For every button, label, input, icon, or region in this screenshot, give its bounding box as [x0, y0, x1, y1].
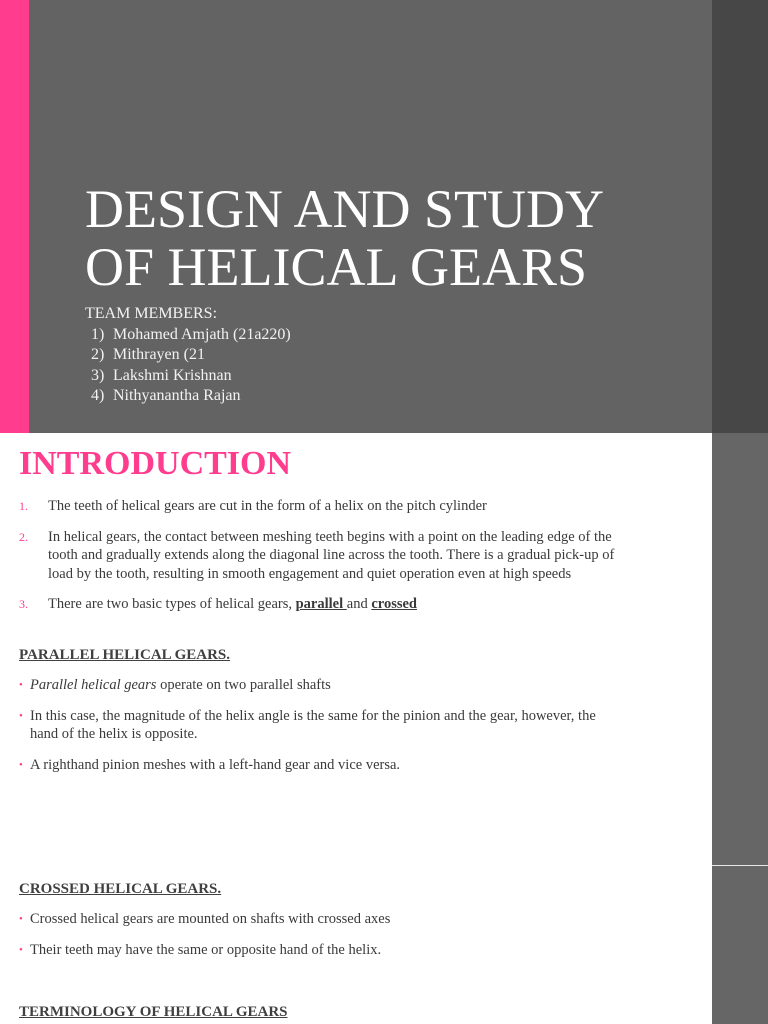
- list-number: 1.: [19, 499, 28, 513]
- team-members: [85, 304, 291, 407]
- introduction-list: [19, 497, 619, 626]
- introduction-heading: INTRODUCTION: [19, 445, 292, 482]
- team-list: [85, 325, 291, 407]
- parallel-list: [19, 676, 619, 786]
- crossed-list: [19, 910, 619, 971]
- list-item: • A righthand pinion meshes with a left-hand gear and vice versa.: [19, 756, 401, 773]
- title-line-2: OF HELICAL GEARS: [85, 237, 588, 297]
- right-side-panel: [712, 433, 768, 1024]
- list-item: 1. The teeth of helical gears are cut in the form of a helix on the pitch cylinder: [19, 498, 487, 514]
- crossed-heading: CROSSED HELICAL GEARS.: [19, 881, 222, 897]
- slide-title: [85, 180, 685, 296]
- bullet-icon: •: [19, 913, 23, 925]
- terminology-heading: TERMINOLOGY OF HELICAL GEARS: [19, 1004, 288, 1020]
- crossed-link[interactable]: crossed: [371, 596, 417, 612]
- list-number: 2.: [19, 529, 28, 544]
- list-item: • Their teeth may have the same or opposite hand of the helix.: [19, 941, 382, 958]
- bullet-icon: •: [19, 943, 23, 956]
- bullet-icon: •: [19, 679, 23, 691]
- team-member: 1) Mohamed Amjath (21a220): [91, 325, 291, 343]
- bullet-icon: •: [19, 709, 23, 722]
- team-member: 2) Mithrayen (21: [91, 346, 205, 363]
- list-item: • Parallel helical gears operate on two parallel shafts: [19, 677, 331, 693]
- title-slide: [0, 0, 768, 433]
- list-item: 2. In helical gears, the contact between meshing teeth begins with a point on the leading edge of the tooth and gradually extends along the diagonal line across the tooth. There is a gradual pick-up of load by the tooth, resulting in smooth engagement and quiet operation even at high speeds: [19, 528, 615, 582]
- list-item: • Crossed helical gears are mounted on shafts with crossed axes: [19, 911, 391, 927]
- parallel-link[interactable]: parallel: [295, 596, 347, 612]
- title-line-1: DESIGN AND STUDY: [85, 179, 605, 239]
- slide-divider: [712, 865, 768, 866]
- list-number: 3.: [19, 597, 28, 611]
- list-item: 3. There are two basic types of helical gears, parallel and crossed: [19, 596, 417, 612]
- bullet-icon: •: [19, 758, 23, 771]
- team-member: 3) Lakshmi Krishnan: [91, 366, 232, 384]
- right-dark-panel: [712, 0, 768, 433]
- accent-bar: [0, 0, 29, 433]
- team-member: 4) Nithyanantha Rajan: [91, 387, 241, 404]
- list-item: • In this case, the magnitude of the helix angle is the same for the pinion and the gear, however, the hand of the helix is opposite.: [19, 707, 596, 742]
- team-heading: TEAM MEMBERS:: [85, 305, 218, 322]
- parallel-heading: PARALLEL HELICAL GEARS.: [19, 647, 231, 663]
